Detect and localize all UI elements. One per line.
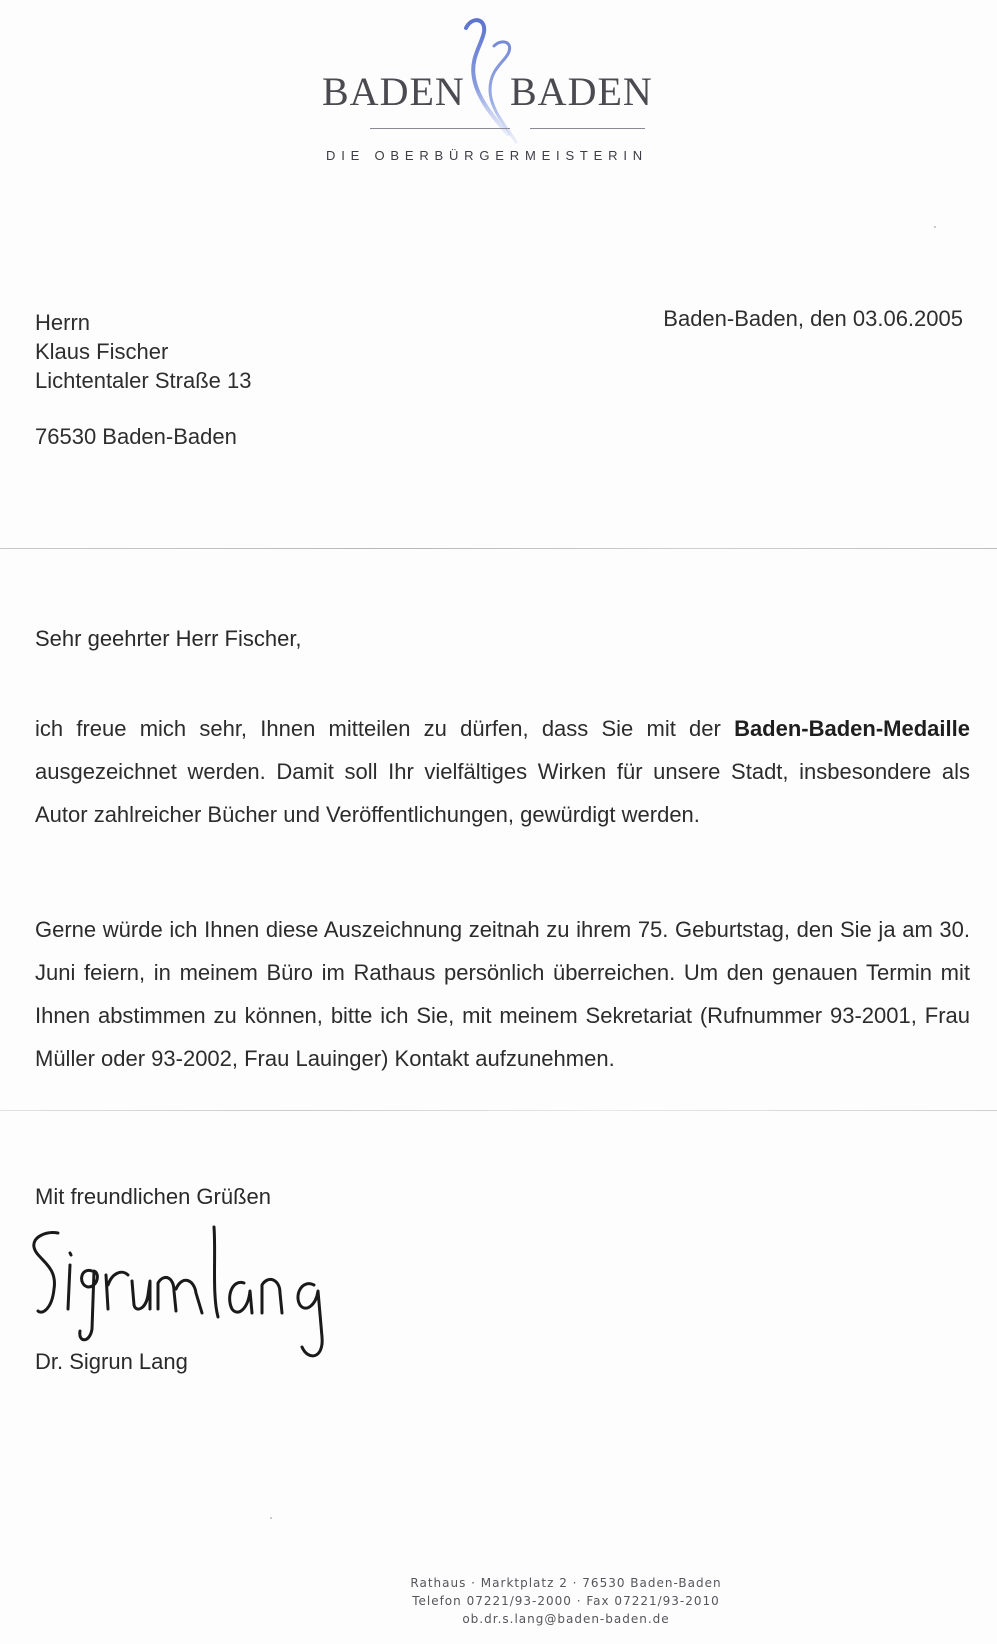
letter-closing: Mit freundlichen Grüßen bbox=[35, 1184, 271, 1209]
brand-name-right: BADEN bbox=[510, 69, 653, 114]
recipient-city: 76530 Baden-Baden bbox=[35, 424, 237, 449]
recipient-salutation-line: Herrn bbox=[35, 310, 91, 335]
recipient-address bbox=[35, 308, 251, 451]
recipient-name: Klaus Fischer bbox=[35, 339, 169, 364]
fold-line bbox=[0, 548, 997, 549]
signer-name: Dr. Sigrun Lang bbox=[35, 1349, 188, 1374]
body-paragraph-2: Gerne würde ich Ihnen diese Auszeichnung zeitnah zu ihrem 75. Geburtstag, den Sie ja am 30. Juni feiern, in meinem Büro im Rathaus persönlich überreichen. Um den genauen Termin mit Ihnen abstimmen zu können, bitte ich Sie, mit meinem Sekretariat (Rufnummer 93-2001, Frau Müller oder 93-2002, Frau Lauinger) Kontakt aufzunehmen. bbox=[35, 917, 970, 1071]
scan-speck bbox=[270, 1517, 272, 1519]
brand-name-left: BADEN bbox=[322, 69, 465, 114]
footer-email: ob.dr.s.lang@baden-baden.de bbox=[462, 1612, 670, 1626]
paragraph1-pre: ich freue mich sehr, Ihnen mitteilen zu dürfen, dass Sie mit der bbox=[35, 716, 735, 741]
footer-address: Rathaus · Marktplatz 2 · 76530 Baden-Baden bbox=[410, 1576, 722, 1590]
brand-rule-right bbox=[530, 128, 645, 129]
letter-salutation: Sehr geehrter Herr Fischer, bbox=[35, 626, 302, 651]
brand-rule-left bbox=[370, 128, 510, 129]
footer-phone-fax: Telefon 07221/93-2000 · Fax 07221/93-2010 bbox=[412, 1594, 720, 1608]
scan-speck bbox=[934, 226, 936, 228]
letterhead-subtitle: DIE OBERBÜRGERMEISTERIN bbox=[326, 148, 648, 163]
letterhead bbox=[300, 10, 690, 180]
paragraph1-post: ausgezeichnet werden. Damit soll Ihr vielfältiges Wirken für unsere Stadt, insbesondere als Autor zahlreicher Bücher und Veröffentlichungen, gewürdigt werden. bbox=[35, 759, 970, 827]
letter-date: Baden-Baden, den 03.06.2005 bbox=[663, 306, 963, 331]
letter-footer bbox=[0, 1574, 997, 1628]
fold-line bbox=[0, 1110, 997, 1111]
body-paragraph-1 bbox=[35, 707, 970, 836]
recipient-street: Lichtentaler Straße 13 bbox=[35, 368, 252, 393]
award-name: Baden-Baden-Medaille bbox=[734, 716, 970, 741]
